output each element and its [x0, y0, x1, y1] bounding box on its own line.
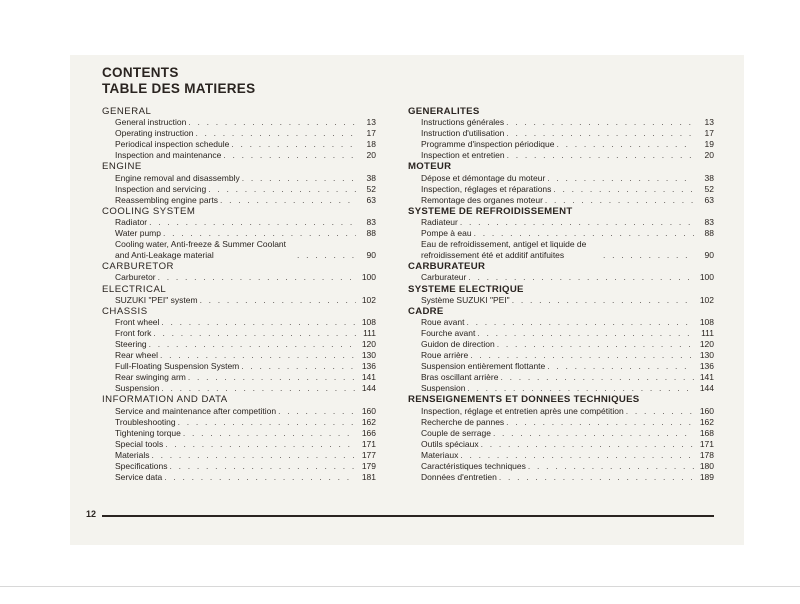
- toc-entry[interactable]: [408, 117, 714, 128]
- toc-entry-label: Programme d'inspection périodique: [421, 139, 555, 150]
- toc-entry-page: 111: [701, 327, 714, 338]
- toc-entry-label: Rear wheel: [115, 350, 158, 361]
- toc-entry-page: 88: [366, 228, 376, 239]
- title-english: CONTENTS: [102, 65, 179, 80]
- toc-entry-page: 102: [699, 294, 714, 305]
- dot-leader: [547, 173, 694, 184]
- toc-entry-page: 52: [704, 183, 714, 194]
- dot-leader: [200, 295, 356, 306]
- title-french: TABLE DES MATIERES: [102, 81, 256, 96]
- toc-entry[interactable]: [408, 184, 714, 195]
- toc-entry-page: 130: [361, 350, 376, 361]
- dot-leader: [477, 328, 694, 339]
- toc-entry[interactable]: [102, 428, 376, 439]
- toc-entry-page: 162: [699, 416, 714, 427]
- toc-entry-label: Suspension entièrement flottante: [421, 361, 546, 372]
- toc-entry-label: Inspection and maintenance: [115, 150, 222, 161]
- toc-entry-label: Roue avant: [421, 316, 465, 327]
- section-heading: CHASSIS: [102, 305, 148, 317]
- toc-entry[interactable]: [408, 339, 714, 350]
- dot-leader: [208, 184, 356, 195]
- toc-entry-label: Full-Floating Suspension System: [115, 361, 240, 372]
- page-footer: [86, 507, 714, 521]
- page-title: [102, 65, 255, 97]
- toc-entry[interactable]: [102, 272, 376, 283]
- toc-entry-label: Recherche de pannes: [421, 416, 505, 427]
- dot-leader: [553, 184, 694, 195]
- dot-leader: [460, 217, 694, 228]
- section-heading: RENSEIGNEMENTS ET DONNEES TECHNIQUES: [408, 394, 640, 406]
- page-number: 12: [86, 509, 97, 519]
- toc-entry[interactable]: [102, 372, 376, 383]
- dot-leader: [161, 317, 356, 328]
- dot-leader: [470, 350, 694, 361]
- toc-entry-page: 100: [699, 272, 714, 283]
- dot-leader: [188, 117, 356, 128]
- toc-entry[interactable]: [408, 406, 714, 417]
- section-heading: SYSTEME ELECTRIQUE: [408, 283, 524, 295]
- dot-leader: [241, 361, 356, 372]
- toc-entry-label: Dépose et démontage du moteur: [421, 172, 546, 183]
- toc-entry-page: 178: [699, 449, 714, 460]
- toc-entry-label: Inspection, réglage et entretien après une compétition: [421, 405, 624, 416]
- dot-leader: [223, 150, 356, 161]
- section-heading: COOLING SYSTEM: [102, 205, 196, 217]
- dot-leader: [466, 317, 694, 328]
- toc-entry[interactable]: [408, 150, 714, 161]
- toc-entry[interactable]: [102, 317, 376, 328]
- toc-entry[interactable]: [102, 383, 376, 394]
- toc-entry[interactable]: [408, 361, 714, 372]
- toc-entry-label: Service data: [115, 472, 163, 483]
- toc-entry-label: Materials: [115, 449, 150, 460]
- toc-entry-label: Inspection, réglages et réparations: [421, 183, 552, 194]
- dot-leader: [183, 428, 356, 439]
- toc-entry-label: Operating instruction: [115, 128, 194, 139]
- toc-entry-label: Service and maintenance after competition: [115, 405, 277, 416]
- toc-entry-label: Inspection and servicing: [115, 183, 207, 194]
- toc-entry-label: Special tools: [115, 438, 164, 449]
- section-heading: INFORMATION AND DATA: [102, 394, 228, 406]
- section-heading: CADRE: [408, 305, 444, 317]
- section-heading: GENERALITES: [408, 106, 480, 117]
- toc-entry[interactable]: [102, 228, 376, 239]
- toc-entry-page: 120: [699, 338, 714, 349]
- toc-entry-page: 19: [704, 139, 714, 150]
- dot-leader: [497, 339, 694, 350]
- toc-entry-label: Tightening torque: [115, 427, 181, 438]
- toc-entry-page: 17: [704, 128, 714, 139]
- dot-leader: [188, 372, 356, 383]
- toc-entry-page: 13: [366, 117, 376, 128]
- toc-entry[interactable]: [102, 239, 376, 261]
- viewer-divider: [0, 586, 800, 587]
- section-heading: MOTEUR: [408, 161, 452, 173]
- toc-entry-label: Reassembling engine parts: [115, 194, 219, 205]
- toc-entry[interactable]: [102, 472, 376, 483]
- dot-leader: [158, 272, 356, 283]
- contents-column-french: [408, 106, 714, 483]
- toc-entry[interactable]: [102, 217, 376, 228]
- toc-entry-label: Instruction d'utilisation: [421, 128, 505, 139]
- document-page: [70, 55, 744, 545]
- toc-entry-page: 63: [366, 194, 376, 205]
- dot-leader: [297, 250, 356, 261]
- toc-entry-page: 171: [699, 438, 714, 449]
- toc-entry[interactable]: [102, 150, 376, 161]
- dot-leader: [163, 228, 356, 239]
- dot-leader: [164, 472, 356, 483]
- toc-entry[interactable]: [408, 350, 714, 361]
- toc-entry-label: Carburetor: [115, 272, 156, 283]
- toc-entry-page: 136: [699, 361, 714, 372]
- toc-entry[interactable]: [102, 195, 376, 206]
- toc-entry[interactable]: [408, 472, 714, 483]
- toc-entry[interactable]: [408, 228, 714, 239]
- toc-entry-label: Caractéristiques techniques: [421, 461, 526, 471]
- dot-leader: [500, 372, 694, 383]
- toc-entry-page: 20: [704, 150, 714, 161]
- dot-leader: [506, 128, 694, 139]
- section-heading: SYSTEME DE REFROIDISSEMENT: [408, 205, 573, 217]
- contents-column-english: [102, 106, 376, 483]
- toc-entry-label: Carburateur: [421, 272, 467, 283]
- toc-entry-label: Specifications: [115, 461, 168, 471]
- dot-leader: [626, 406, 694, 417]
- dot-leader: [507, 150, 694, 161]
- dot-leader: [493, 428, 694, 439]
- toc-entry-page: 108: [361, 316, 376, 327]
- dot-leader: [499, 472, 694, 483]
- toc-entry[interactable]: [408, 217, 714, 228]
- toc-entry[interactable]: [102, 139, 376, 150]
- section-heading: CARBURETOR: [102, 261, 174, 273]
- toc-entry[interactable]: [408, 195, 714, 206]
- dot-leader: [556, 139, 694, 150]
- toc-entry-page: 181: [361, 472, 376, 483]
- toc-entry[interactable]: [102, 461, 376, 472]
- toc-entry[interactable]: [102, 350, 376, 361]
- toc-entry[interactable]: [408, 272, 714, 283]
- toc-entry-page: 111: [363, 327, 376, 338]
- dot-leader: [474, 228, 694, 239]
- toc-entry-page: 88: [704, 228, 714, 239]
- toc-entry-page: 90: [366, 250, 376, 261]
- toc-entry[interactable]: [408, 139, 714, 150]
- toc-entry[interactable]: [408, 372, 714, 383]
- toc-entry-page: 144: [361, 383, 376, 394]
- toc-entry[interactable]: [102, 295, 376, 306]
- toc-entry[interactable]: [408, 417, 714, 428]
- dot-leader: [178, 417, 356, 428]
- toc-entry-page: 166: [361, 427, 376, 438]
- dot-leader: [468, 272, 694, 283]
- toc-entry-label: Rear swinging arm: [115, 372, 186, 383]
- toc-entry-label: Periodical inspection schedule: [115, 139, 230, 150]
- section-heading: GENERAL: [102, 106, 152, 117]
- toc-entry-label: General instruction: [115, 117, 187, 128]
- toc-entry-label: Materiaux: [421, 449, 459, 460]
- toc-entry-label: Engine removal and disassembly: [115, 172, 240, 183]
- toc-entry[interactable]: [102, 406, 376, 417]
- toc-entry-page: 160: [361, 405, 376, 416]
- toc-entry-page: 141: [361, 372, 376, 383]
- toc-entry-page: 100: [361, 272, 376, 283]
- dot-leader: [153, 328, 356, 339]
- toc-entry-label: Steering: [115, 338, 147, 349]
- dot-leader: [161, 383, 356, 394]
- toc-entry[interactable]: [102, 184, 376, 195]
- dot-leader: [603, 250, 694, 261]
- toc-entry[interactable]: [408, 328, 714, 339]
- toc-entry-label: Fourche avant: [421, 327, 476, 338]
- toc-entry[interactable]: [408, 450, 714, 461]
- toc-entry-label: Radiator: [115, 216, 148, 227]
- toc-entry-label: Guidon de direction: [421, 338, 495, 349]
- toc-entry-label: Suspension: [421, 383, 466, 394]
- toc-entry[interactable]: [102, 339, 376, 350]
- dot-leader: [160, 350, 356, 361]
- toc-entry-page: 38: [366, 172, 376, 183]
- toc-entry-page: 136: [361, 361, 376, 372]
- toc-entry-page: 168: [699, 427, 714, 438]
- dot-leader: [149, 217, 356, 228]
- toc-entry-page: 162: [361, 416, 376, 427]
- dot-leader: [220, 195, 356, 206]
- toc-entry[interactable]: [102, 439, 376, 450]
- footer-rule: [102, 515, 714, 517]
- toc-entry-label: Outils spéciaux: [421, 438, 479, 449]
- toc-entry-label: Front fork: [115, 327, 152, 338]
- dot-leader: [195, 128, 356, 139]
- toc-entry-page: 13: [704, 117, 714, 128]
- toc-entry[interactable]: [102, 450, 376, 461]
- toc-entry-label: Troubleshooting: [115, 416, 176, 427]
- dot-leader: [467, 383, 694, 394]
- dot-leader: [460, 450, 694, 461]
- toc-entry[interactable]: [102, 328, 376, 339]
- toc-entry-page: 83: [366, 216, 376, 227]
- dot-leader: [528, 461, 694, 472]
- toc-entry-page: 120: [361, 338, 376, 349]
- toc-entry[interactable]: [102, 361, 376, 372]
- toc-entry-label: Données d'entretien: [421, 472, 497, 483]
- dot-leader: [149, 339, 356, 350]
- toc-entry[interactable]: [408, 317, 714, 328]
- toc-entry-page: 108: [699, 316, 714, 327]
- toc-entry[interactable]: [102, 173, 376, 184]
- toc-entry-label: Système SUZUKI "PEI": [421, 294, 510, 305]
- toc-entry[interactable]: [408, 383, 714, 394]
- section-heading: ELECTRICAL: [102, 283, 167, 295]
- toc-entry-label: Front wheel: [115, 316, 160, 327]
- section-heading: ENGINE: [102, 161, 142, 173]
- dot-leader: [481, 439, 694, 450]
- dot-leader: [151, 450, 356, 461]
- toc-entry-label: Roue arrière: [421, 350, 469, 361]
- dot-leader: [547, 361, 694, 372]
- toc-entry-page: 63: [704, 194, 714, 205]
- toc-entry-page: 160: [699, 405, 714, 416]
- dot-leader: [545, 195, 694, 206]
- toc-entry-label: Couple de serrage: [421, 427, 491, 438]
- toc-entry[interactable]: [408, 439, 714, 450]
- dot-leader: [278, 406, 356, 417]
- toc-entry[interactable]: [408, 428, 714, 439]
- toc-entry-page: 38: [704, 172, 714, 183]
- toc-entry-label: Remontage des organes moteur: [421, 194, 543, 205]
- toc-entry[interactable]: [408, 128, 714, 139]
- toc-entry-label: Water pump: [115, 228, 161, 239]
- toc-entry-page: 18: [366, 139, 376, 150]
- toc-entry-page: 141: [699, 372, 714, 383]
- dot-leader: [512, 295, 694, 306]
- toc-entry-page: 52: [366, 183, 376, 194]
- toc-entry[interactable]: [408, 461, 714, 472]
- toc-entry-label: Bras oscillant arrière: [421, 372, 499, 383]
- toc-entry-page: 20: [366, 150, 376, 161]
- toc-entry-page: 189: [699, 472, 714, 483]
- toc-entry-label: Instructions générales: [421, 117, 505, 128]
- toc-entry-label: Inspection et entretien: [421, 150, 505, 161]
- dot-leader: [506, 417, 694, 428]
- toc-entry-label: Radiateur: [421, 216, 458, 227]
- dot-leader: [169, 461, 356, 472]
- toc-entry-page: 130: [699, 350, 714, 361]
- toc-entry-page: 180: [699, 461, 714, 471]
- toc-entry[interactable]: [102, 128, 376, 139]
- dot-leader: [506, 117, 694, 128]
- toc-entry[interactable]: [408, 173, 714, 184]
- dot-leader: [165, 439, 356, 450]
- toc-entry-page: 171: [361, 438, 376, 449]
- toc-entry-label: Pompe à eau: [421, 228, 472, 239]
- dot-leader: [231, 139, 356, 150]
- toc-entry[interactable]: [102, 417, 376, 428]
- toc-entry-page: 177: [361, 449, 376, 460]
- toc-entry-label: Suspension: [115, 383, 160, 394]
- toc-entry-page: 144: [699, 383, 714, 394]
- toc-entry[interactable]: [102, 117, 376, 128]
- toc-entry-page: 90: [704, 250, 714, 261]
- toc-entry-label: Eau de refroidissement, antigel et liquide de refroidissement été et additif antifuites: [421, 239, 587, 261]
- toc-entry-page: 179: [361, 461, 376, 471]
- section-heading: CARBURATEUR: [408, 261, 486, 273]
- toc-entry-page: 102: [361, 294, 376, 305]
- toc-entry[interactable]: [408, 239, 714, 261]
- toc-entry-page: 17: [366, 128, 376, 139]
- dot-leader: [242, 173, 356, 184]
- toc-entry-label: Cooling water, Anti-freeze & Summer Coolant and Anti-Leakage material: [115, 239, 287, 261]
- toc-entry-page: 83: [704, 216, 714, 227]
- toc-entry-label: SUZUKI "PEI" system: [115, 294, 198, 305]
- toc-entry[interactable]: [408, 295, 714, 306]
